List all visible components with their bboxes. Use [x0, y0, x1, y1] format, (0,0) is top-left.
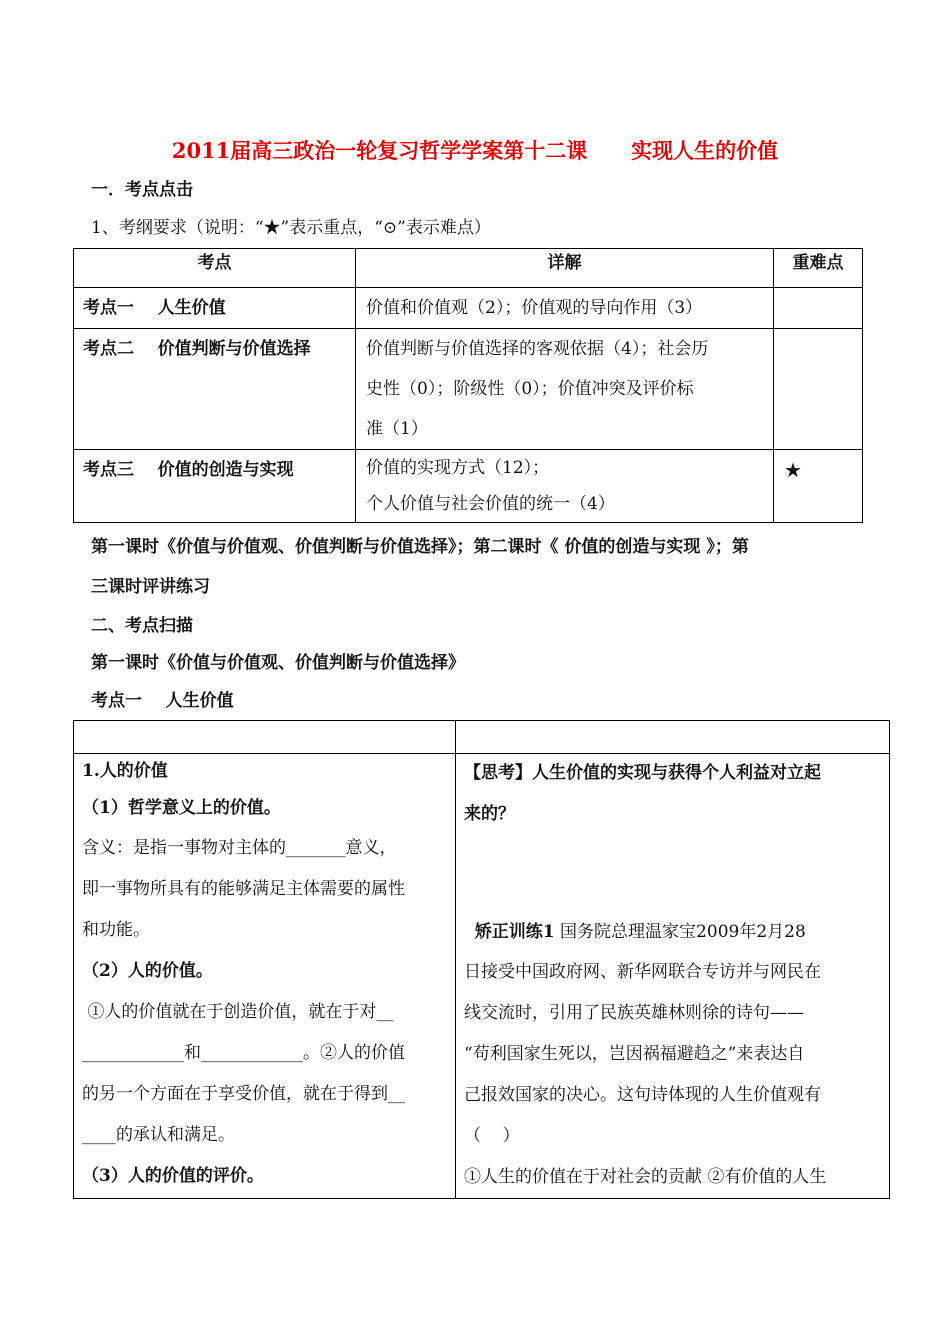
point-details: [356, 329, 774, 450]
page-title: 2011届高三政治一轮复习哲学学案第十二课 实现人生的价值: [171, 138, 779, 163]
table-row: [74, 329, 863, 450]
header-difficulty: 重难点: [774, 249, 863, 288]
point-details: [356, 450, 774, 523]
drill-line: 日接受中国政府网、新华网联合专访并与网民在: [464, 962, 821, 982]
exam-points-table: [73, 248, 863, 523]
drill-line: ①人生的价值在于对社会的贡献 ②有价值的人生: [464, 1167, 827, 1187]
drill-line: “苟利国家生死以，岂因祸福避趋之”来表达自: [464, 1044, 805, 1064]
fill-line: 的另一个方面在于享受价值，就在于得到__: [82, 1084, 405, 1104]
subheading-human-value: （2）人的价值。: [82, 961, 213, 981]
value-heading: 1.人的价值: [82, 761, 168, 781]
drill-line: 己报效国家的决心。这句诗体现的人生价值观有: [464, 1085, 821, 1105]
definition-line: 和功能。: [82, 920, 150, 940]
detail-line: 价值和价值观（2）；价值观的导向作用（3）: [366, 298, 703, 318]
drill-label: 矫正训练1: [474, 922, 555, 942]
point-name: 考点一 人生价值: [74, 288, 356, 329]
lesson-1-title: 第一课时《价值与价值观、价值判断与价值选择》: [91, 653, 465, 673]
study-table: [73, 720, 890, 1199]
definition-line: 含义：是指一事物对主体的_______意义，: [82, 838, 397, 858]
star-icon: ★: [774, 450, 863, 523]
think-text: 人生价值的实现与获得个人利益对立起: [532, 763, 821, 783]
table-header-row: [74, 249, 863, 288]
drill-line: 国务院总理温家宝2009年2月28: [554, 922, 806, 942]
left-cell: [74, 754, 456, 1199]
fill-line: ____________和____________。②人的价值: [82, 1043, 405, 1063]
drill-line: 线交流时，引用了民族英雄林则徐的诗句——: [464, 1003, 804, 1023]
subheading-evaluation: （3）人的价值的评价。: [82, 1166, 264, 1186]
detail-line: 史性（0）；阶级性（0）；价值冲突及评价标: [366, 379, 694, 399]
think-text-cont: 来的？: [464, 804, 515, 824]
lesson-plan-line-1: 第一课时《价值与价值观、价值判断与价值选择》；第二课时《 价值的创造与实现 》；第: [91, 537, 749, 557]
empty-header-row: [74, 721, 890, 754]
difficulty-mark: [774, 329, 863, 450]
point-1-title: 考点一 人生价值: [91, 691, 234, 711]
header-details: 详解: [356, 249, 774, 288]
table-row: [74, 288, 863, 329]
detail-line: 个人价值与社会价值的统一（4）: [366, 494, 615, 514]
header-point: 考点: [74, 249, 356, 288]
fill-line: ①人的价值就在于创造价值，就在于对__: [82, 1002, 394, 1022]
table-row: [74, 754, 890, 1199]
detail-line: 准（1）: [366, 419, 428, 439]
exam-requirement: 1、考纲要求（说明：“★”表示重点，“⊙”表示难点）: [91, 218, 491, 238]
difficulty-mark: [774, 288, 863, 329]
point-name: 考点二 价值判断与价值选择: [74, 329, 356, 450]
fill-line: ____的承认和满足。: [82, 1125, 235, 1145]
think-label: 【思考】: [464, 763, 532, 783]
answer-blank: （ ）: [464, 1126, 520, 1146]
lesson-plan-line-2: 三课时评讲练习: [91, 577, 210, 597]
detail-line: 价值判断与价值选择的客观依据（4）；社会历: [366, 339, 709, 359]
table-row: [74, 450, 863, 523]
subheading-philosophy: （1）哲学意义上的价值。: [82, 798, 281, 818]
definition-line: 即一事物所具有的能够满足主体需要的属性: [82, 879, 405, 899]
right-cell: [456, 754, 890, 1199]
point-name: 考点三 价值的创造与实现: [74, 450, 356, 523]
detail-line: 价值的实现方式（12）；: [366, 458, 550, 478]
section-heading-1: 一．考点点击: [91, 180, 193, 200]
point-details: [356, 288, 774, 329]
section-heading-2: 二、考点扫描: [91, 616, 193, 636]
